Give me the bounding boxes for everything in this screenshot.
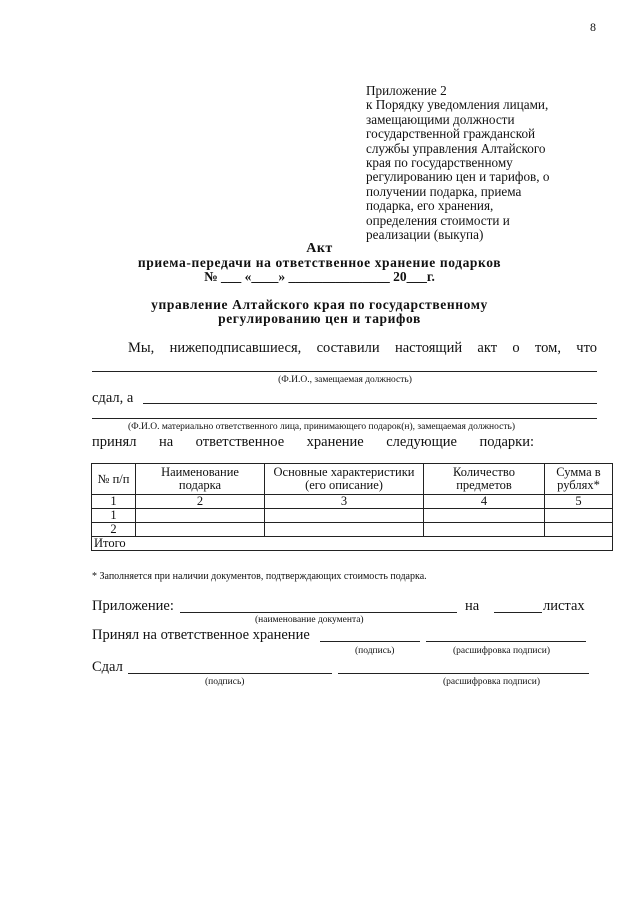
accepted-signature-caption: (подпись): [355, 646, 395, 656]
attachment-label: Приложение:: [92, 598, 174, 614]
header-number: [92, 464, 136, 495]
header-quantity-text: предметов: [456, 478, 512, 492]
table-cell: 1: [92, 509, 136, 523]
header-sum-text: Сумма в: [556, 465, 601, 479]
page-number: 8: [590, 20, 596, 34]
appendix-line: государственной гражданской: [366, 126, 536, 142]
handed-decoding-caption: (расшифровка подписи): [443, 677, 540, 687]
header-characteristics-text: Основные характеристики: [273, 465, 415, 479]
header-gift-name: [136, 464, 265, 495]
table-cell: [545, 509, 613, 523]
responsible-line: [92, 418, 597, 419]
table-cell: [265, 523, 424, 537]
act-subtitle: приема-передачи на ответственное хранение подарков: [137, 255, 502, 270]
header-number-text: № п/п: [97, 471, 130, 486]
header-characteristics-text: (его описание): [305, 478, 383, 492]
appendix-line: Приложение 2: [366, 83, 447, 98]
intro-text: Мы, нижеподписавшиеся, составили настоящий акт о том, что: [128, 340, 597, 356]
appendix-line: замещающими должности: [366, 111, 515, 127]
table-cell: 5: [545, 495, 613, 509]
handed-decoding-line: [338, 673, 589, 674]
table-cell: [265, 509, 424, 523]
attachment-doc-line: [180, 612, 457, 613]
appendix-line: к Порядку уведомления лицами,: [366, 97, 549, 113]
act-title: Акт: [306, 241, 333, 256]
appendix-line: регулированию цен и тарифов, о: [366, 169, 550, 185]
handed-over-label: сдал, а: [92, 390, 134, 406]
accepted-signature-line: [320, 641, 420, 642]
org-name-line1: управление Алтайского края по государственному: [151, 297, 488, 312]
table-cell: 3: [265, 495, 424, 509]
table-cell: [545, 523, 613, 537]
accepted-decoding-line: [426, 641, 586, 642]
act-number-date: № ___ «____» _______________ 20___г.: [204, 269, 435, 284]
handed-signature-line: [128, 673, 332, 674]
fio-line: [92, 371, 597, 372]
table-cell: [424, 523, 545, 537]
table-cell: 4: [424, 495, 545, 509]
gifts-table: [91, 463, 613, 551]
table-cell: [424, 509, 545, 523]
table-header-row: [92, 464, 613, 495]
table-cell: 2: [136, 495, 265, 509]
header-characteristics: [265, 464, 424, 495]
header-quantity-text: Количество: [453, 465, 515, 479]
appendix-block: [366, 84, 616, 242]
appendix-line: реализации (выкупа): [366, 227, 484, 243]
appendix-line: определения стоимости и: [366, 212, 510, 228]
accepted-decoding-caption: (расшифровка подписи): [453, 646, 550, 656]
table-cell: 1: [92, 495, 136, 509]
table-row: [92, 509, 613, 523]
footnote: * Заполняется при наличии документов, подтверждающих стоимость подарка.: [92, 571, 427, 582]
header-sum-text: рублях*: [557, 478, 600, 492]
attachment-on-label: на: [465, 598, 480, 614]
table-numbering-row: [92, 495, 613, 509]
appendix-line: получении подарка, приема: [366, 183, 522, 199]
table-total-label: Итого: [92, 537, 613, 551]
attachment-sheets-line: [494, 612, 542, 613]
appendix-line: подарка, его хранения,: [366, 198, 494, 214]
accepted-label: Принял на ответственное хранение: [92, 627, 310, 643]
table-total-row: [92, 537, 613, 551]
fio-position-caption: (Ф.И.О., замещаемая должность): [278, 375, 412, 385]
attachment-sheets-label: листах: [543, 598, 585, 614]
header-sum: [545, 464, 613, 495]
table-cell: 2: [92, 523, 136, 537]
accepted-text: принял на ответственное хранение следующие подарки:: [92, 434, 534, 450]
appendix-line: края по государственному: [366, 155, 513, 171]
table-cell: [136, 523, 265, 537]
fio-responsible-caption: (Ф.И.О. материально ответственного лица, принимающего подарок(н), замещаемая должность): [128, 422, 515, 432]
handed-signature-caption: (подпись): [205, 677, 245, 687]
appendix-line: службы управления Алтайского: [366, 140, 546, 156]
attachment-doc-caption: (наименование документа): [255, 615, 364, 625]
header-gift-name-text: Наименование: [161, 465, 239, 479]
header-quantity: [424, 464, 545, 495]
handed-over-line: [143, 403, 597, 404]
handed-label: Сдал: [92, 659, 123, 675]
org-name-line2: регулированию цен и тарифов: [218, 311, 421, 326]
table-row: [92, 523, 613, 537]
header-gift-name-text: подарка: [178, 478, 222, 492]
table-cell: [136, 509, 265, 523]
